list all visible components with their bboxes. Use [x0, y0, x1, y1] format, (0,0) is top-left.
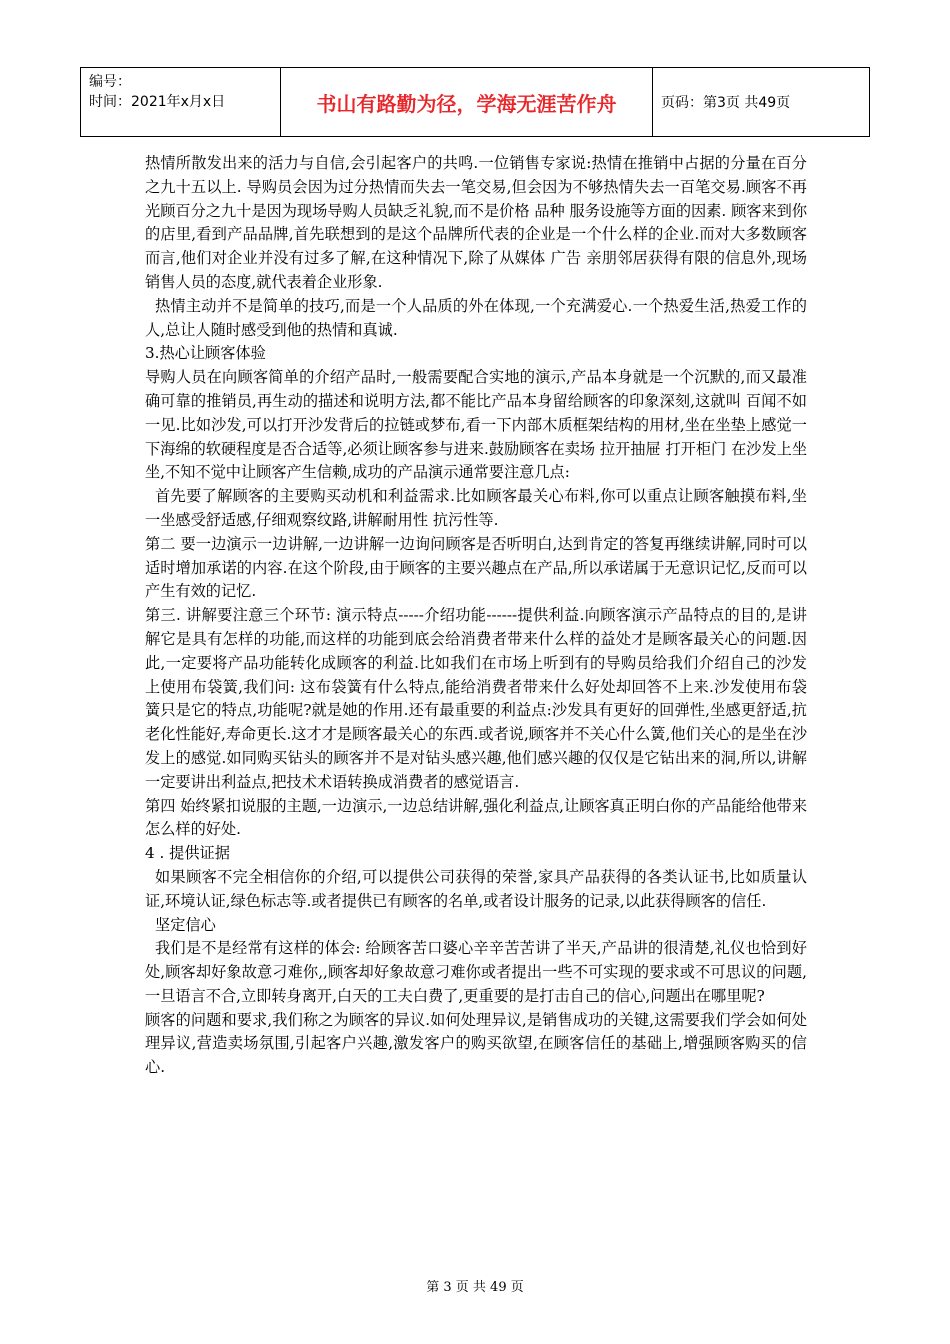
- paragraph: 如果顾客不完全相信你的介绍,可以提供公司获得的荣誉,家具产品获得的各类认证书,比如质量认证,环境认证,绿色标志等.或者提供已有顾客的名单,或者设计服务的记录,以此获得顾客的信任.: [145, 867, 807, 910]
- paragraph: 第四 始终紧扣说服的主题,一边演示,一边总结讲解,强化利益点,让顾客真正明白你的产品能给他带来怎么样的好处.: [145, 796, 808, 839]
- header-page-number: 页码：第3页 共49页: [661, 95, 791, 111]
- section-heading: 3.热心让顾客体验: [145, 344, 266, 363]
- paragraph: 第二 要一边演示一边讲解,一边讲解一边询问顾客是否听明白,达到肯定的答复再继续讲解,同时可以适时增加承诺的内容.在这个阶段,由于顾客的主要兴趣点在产品,所以承诺属于无意识记忆,反而可以产生有效的记忆.: [145, 534, 807, 601]
- document-number: 编号：: [89, 74, 131, 90]
- header-table: [80, 67, 870, 137]
- section-heading: 4 . 提供证据: [145, 844, 230, 863]
- paragraph: 导购人员在向顾客简单的介绍产品时,一般需要配合实地的演示,产品本身就是一个沉默的,而又最准确可靠的推销员,再生动的描述和说明方法,都不能比产品本身留给顾客的印象深刻,这就叫 百闻不如一见.比如沙发,可以打开沙发背后的拉链或梦布,看一下内部木质框架结构的用材,坐在坐垫上感觉一下海绵的软硬程度是否合适等,必须让顾客参与进来.鼓励顾客在卖场 拉开抽屉 打开柜门 在沙发上坐坐,不知不觉中让顾客产生信赖,成功的产品演示通常要注意几点:: [145, 368, 808, 482]
- document-body: [145, 152, 807, 1080]
- section-heading: 坚定信心: [155, 915, 216, 934]
- paragraph: 热情主动并不是简单的技巧,而是一个人品质的外在体现,一个充满爱心.一个热爱生活,热爱工作的人,总让人随时感受到他的热情和真诚.: [145, 296, 807, 339]
- paragraph: 我们是不是经常有这样的体会: 给顾客苦口婆心辛辛苦苦讲了半天,产品讲的很清楚,礼仪也恰到好处,顾客却好象故意刁难你,,顾客却好象故意刁难你或者提出一些不可实现的要求或不可思议的问题,一旦语言不合,立即转身离开,白天的工夫白费了,更重要的是打击自己的信心,问题出在哪里呢?: [145, 939, 807, 1005]
- header-motto: 书山有路勤为径，学海无涯苦作舟: [281, 68, 653, 136]
- header-meta: [81, 68, 281, 136]
- paragraph: 热情所散发出来的活力与自信,会引起客户的共鸣.一位销售专家说:热情在推销中占据的分量在百分之九十五以上. 导购员会因为过分热情而失去一笔交易,但会因为不够热情失去一百笔交易.顾客不再光顾百分之九十是因为现场导购人员缺乏礼貌,而不是价格 品种 服务设施等方面的因素. 顾客来到你的店里,看到产品品牌,首先联想到的是这个品牌所代表的企业是一个什么样的企业.而对大多数顾客而言,他们对企业并没有过多了解,在这种情况下,除了从媒体 广告 亲朋邻居获得有限的信息外,现场销售人员的态度,就代表着企业形象.: [145, 154, 808, 291]
- document-date: 时间：2021年x月x日: [89, 94, 226, 110]
- page-footer: 第 3 页 共 49 页: [426, 1280, 524, 1295]
- paragraph: 第三. 讲解要注意三个环节: 演示特点-----介绍功能------提供利益.向顾客演示产品特点的目的,是讲解它是具有怎样的功能,而这样的功能到底会给消费者带来什么样的益处才是顾客最关心的问题.因此,一定要将产品功能转化成顾客的利益.比如我们在市场上听到有的导购员给我们介绍自己的沙发上使用布袋簧,我们问: 这布袋簧有什么特点,能给消费者带来什么好处却回答不上来.沙发使用布袋簧只是它的特点,功能呢?就是她的作用.还有最重要的利益点:沙发具有更好的回弹性,坐感更舒适,抗老化性能好,寿命更长.这才才是顾客最关心的东西.或者说,顾客并不关心什么簧,他们关心的是坐在沙发上的感觉.如同购买钻头的顾客并不是对钻头感兴趣,他们感兴趣的仅仅是它钻出来的洞,所以,讲解一定要讲出利益点,把技术术语转换成消费者的感觉语言.: [145, 606, 808, 791]
- paragraph: 首先要了解顾客的主要购买动机和利益需求.比如顾客最关心布料,你可以重点让顾客触摸布料,坐一坐感受舒适感,仔细观察纹路,讲解耐用性 抗污性等.: [145, 487, 807, 529]
- paragraph: 顾客的问题和要求,我们称之为顾客的异议.如何处理异议,是销售成功的关键,这需要我们学会如何处理异议,营造卖场氛围,引起客户兴趣,激发客户的购买欲望,在顾客信任的基础上,增强顾客购买的信心.: [145, 1010, 807, 1077]
